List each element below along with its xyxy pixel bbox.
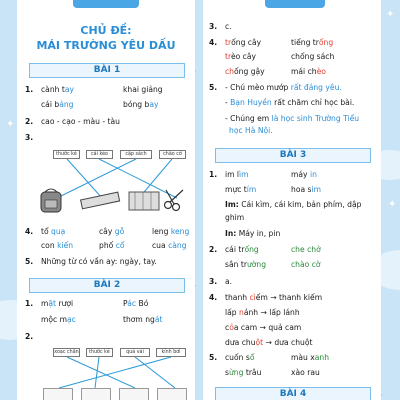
exercise-4-row-2: trèo cây chống sách bbox=[225, 52, 335, 61]
picture-box bbox=[119, 388, 149, 400]
section-header-bai-4: BÀI 4 bbox=[215, 387, 371, 400]
picture-box bbox=[43, 388, 73, 400]
picture-box bbox=[81, 388, 111, 400]
bai3-exercise-4-line-4: dưa chuột → dưa chuột bbox=[225, 338, 313, 347]
word-tag: chào cờ bbox=[159, 150, 186, 159]
word-tag: thước kẻ bbox=[53, 150, 80, 159]
star-icon: ✦ bbox=[386, 9, 395, 20]
bai3-exercise-4-line-3: cỏa cam → quả cam bbox=[225, 323, 302, 332]
exercise-3-answer: 3. c. bbox=[209, 22, 232, 31]
exercise-5-line-4: học Hà Nội. bbox=[229, 126, 273, 135]
bai3-exercise-5-row-1: 5. cuốn sổ màu xanh bbox=[209, 353, 330, 362]
exercise-1-row-2: cái bảng bóng bay bbox=[41, 100, 159, 109]
bai3-exercise-4-line-1: 4. thanh cìếm → thanh kiếm bbox=[209, 293, 323, 302]
bai3-exercise-4-line-2: lấp nánh → lấp lánh bbox=[225, 308, 300, 317]
bai3-exercise-2-row-1: 2. cái trống che chở bbox=[209, 245, 321, 254]
exercise-4-row-2: con kiến phố cổ cua càng bbox=[41, 241, 187, 250]
star-icon: ✦ bbox=[6, 119, 15, 130]
exercise-5-line-1: 5. - Chú mèo mướp rất đáng yêu. bbox=[209, 83, 342, 92]
picture-box bbox=[157, 388, 187, 400]
bai3-im-words-cont: ghim bbox=[225, 213, 245, 222]
left-page-column bbox=[17, 0, 195, 400]
bai2-exercise-2-number: 2. bbox=[25, 332, 34, 341]
bai3-exercise-1-row-2: mực tím hoa sim bbox=[225, 185, 321, 194]
top-ribbon bbox=[265, 0, 325, 8]
section-header-bai-2: BÀI 2 bbox=[29, 278, 185, 293]
exercise-3-number: 3. bbox=[25, 133, 34, 142]
bai2-exercise-1-row-1: 1. mặt rượi Pác Bó bbox=[25, 299, 149, 308]
matching-lines-bai2 bbox=[17, 0, 195, 400]
section-header-bai-3: BÀI 3 bbox=[215, 148, 371, 163]
exercise-4-row-3: chống gậy mái chèo bbox=[225, 67, 326, 76]
page-title: CHỦ ĐỀ: MÁI TRƯỜNG YÊU DẤU bbox=[36, 24, 176, 52]
exercise-5-line-2: - Bạn Huyền rất chăm chỉ học bài. bbox=[225, 98, 355, 107]
exercise-4-row-1: 4. tổ quạ cây gỗ leng keng bbox=[25, 227, 190, 236]
word-tag: xoạc chân bbox=[54, 350, 79, 355]
bai2-exercise-1-row-2: mộc mạc thơm ngát bbox=[41, 315, 163, 324]
bai3-in-words: In: Máy in, pin bbox=[225, 229, 281, 238]
exercise-5-line-3: - Chúng em là học sinh Trường Tiểu bbox=[225, 114, 360, 123]
word-tag: kính bơi bbox=[156, 348, 186, 357]
right-page-column bbox=[203, 0, 381, 400]
word-tag: cái kéo bbox=[86, 150, 113, 159]
exercise-2-answer: 2. cao - cạo - màu - tàu bbox=[25, 117, 120, 126]
exercise-4-row-1: 4. trống cây tiếng trống bbox=[209, 38, 334, 47]
star-icon: ✦ bbox=[388, 199, 397, 210]
exercise-1-row-1: 1. cành tay khai giảng bbox=[25, 85, 163, 94]
exercise-5-answer: 5. Những từ có vần ay: ngày, tay. bbox=[25, 257, 157, 266]
word-tag: thước kẻ bbox=[86, 348, 113, 357]
bai3-exercise-5-row-2: sừng trâu xào rau bbox=[225, 368, 320, 377]
bai3-exercise-2-row-2: sân trường chào cờ bbox=[225, 260, 321, 269]
section-header-bai-1: BÀI 1 bbox=[29, 63, 185, 78]
bai3-im-words: Im: Cái kìm, cái kim, bản phím, dập bbox=[225, 200, 362, 209]
word-tag: quả vải bbox=[120, 348, 150, 357]
word-tag: cặp sách bbox=[120, 150, 152, 159]
bai3-exercise-1-row-1: 1. im lìm máy in bbox=[209, 170, 317, 179]
bai3-exercise-3-answer: 3. a. bbox=[209, 277, 233, 286]
